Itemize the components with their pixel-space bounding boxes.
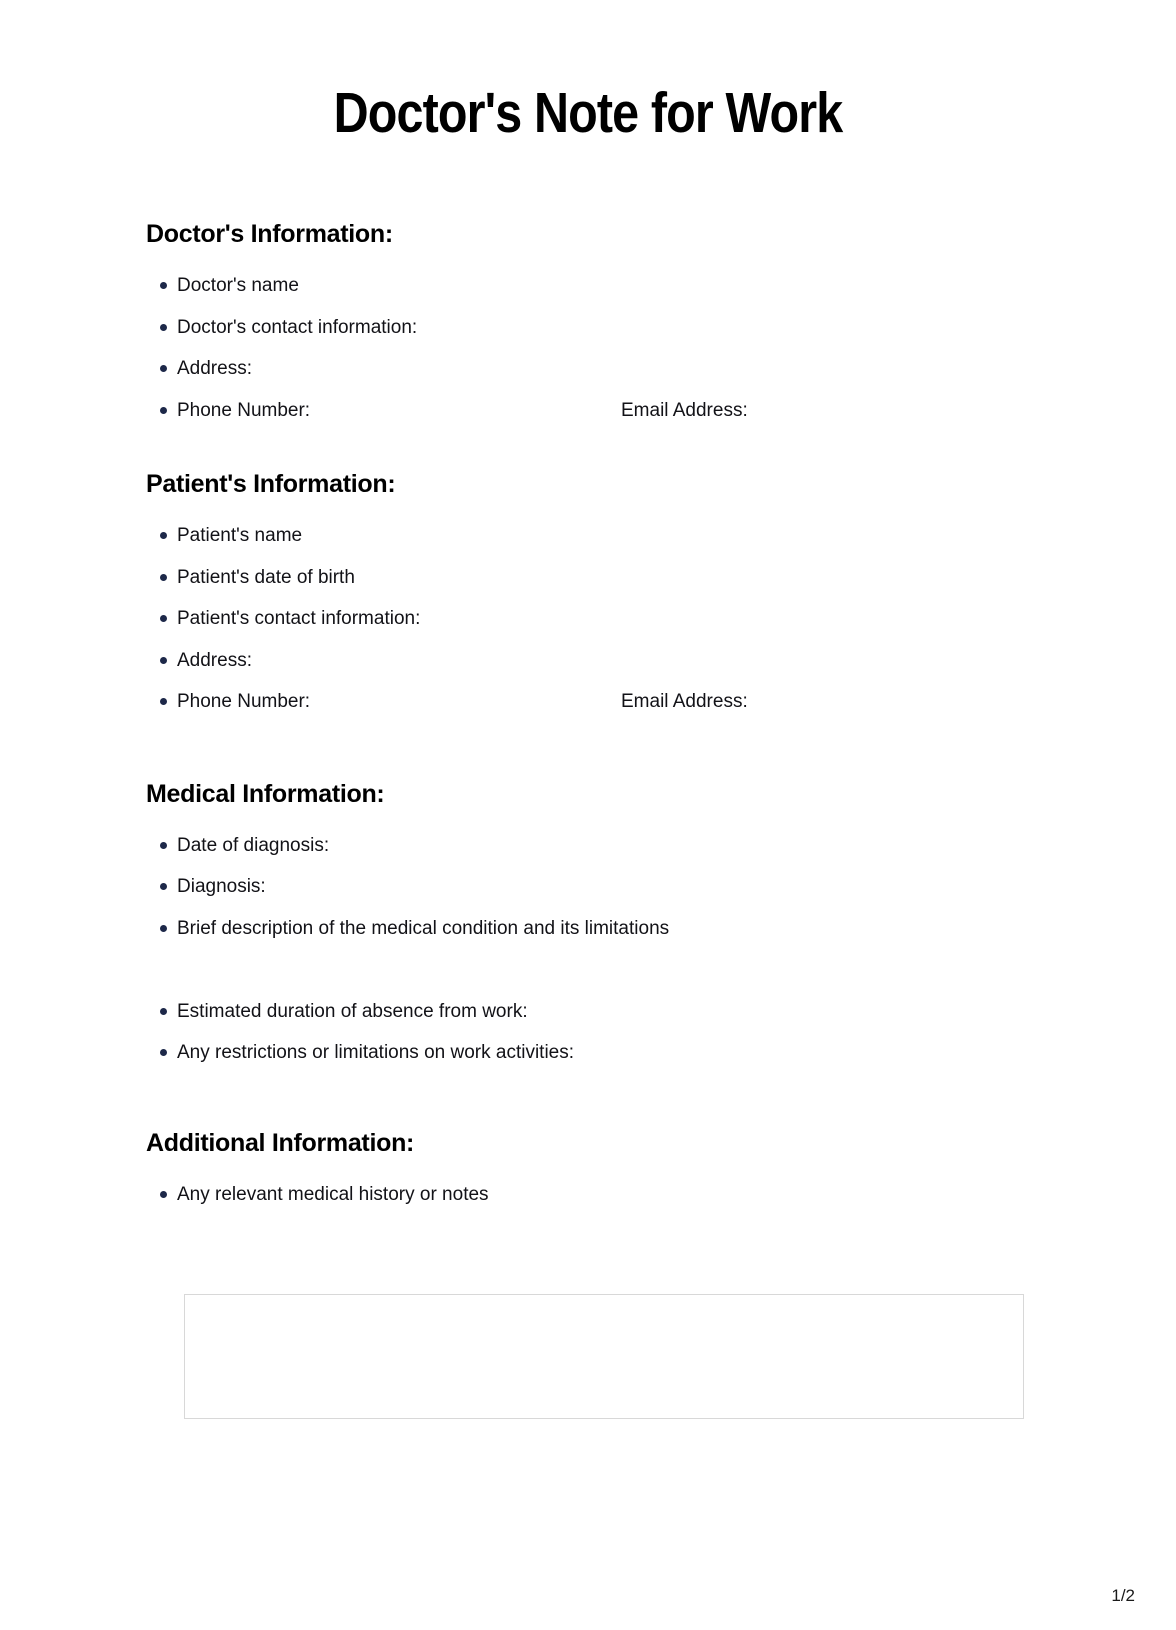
section-heading: Doctor's Information: [146, 220, 393, 248]
bullet-list [146, 265, 1030, 431]
section-medical-information [146, 779, 1030, 1074]
bullet-list [146, 515, 1030, 723]
list-item: Diagnosis: [146, 866, 1030, 908]
list-item-phone-email [146, 681, 1030, 723]
section-heading: Patient's Information: [146, 470, 396, 498]
list-item: Any relevant medical history or notes [146, 1174, 1030, 1216]
list-item: Any restrictions or limitations on work activities: [146, 1032, 1030, 1074]
section-doctors-information [146, 219, 1030, 431]
list-item: Doctor's name [146, 265, 1030, 307]
document-content [146, 219, 1030, 1419]
list-item-phone-email [146, 390, 1030, 432]
list-item: Patient's contact information: [146, 598, 1030, 640]
list-item: Patient's name [146, 515, 1030, 557]
bullet-list [146, 825, 1030, 1074]
page-number: 1/2 [1111, 1586, 1135, 1605]
bullet-list [146, 1174, 1030, 1216]
list-item: Brief description of the medical condition and its limitations [146, 908, 1030, 950]
list-item: Date of diagnosis: [146, 825, 1030, 867]
section-heading: Medical Information: [146, 779, 385, 808]
notes-input-box[interactable] [184, 1294, 1024, 1419]
list-item: Patient's date of birth [146, 557, 1030, 599]
phone-number-label: Phone Number: [177, 399, 311, 421]
list-item: Doctor's contact information: [146, 307, 1030, 349]
section-patients-information [146, 469, 1030, 723]
page-title: Doctor's Note for Work [333, 81, 843, 145]
list-item: Address: [146, 348, 1030, 390]
list-item: Address: [146, 640, 1030, 682]
phone-number-label: Phone Number: [177, 691, 311, 712]
list-item: Estimated duration of absence from work: [146, 991, 1030, 1033]
email-address-label: Email Address: [621, 691, 748, 712]
section-heading: Additional Information: [146, 1128, 415, 1157]
email-address-label: Email Address: [621, 399, 748, 421]
section-additional-information [146, 1128, 1030, 1420]
